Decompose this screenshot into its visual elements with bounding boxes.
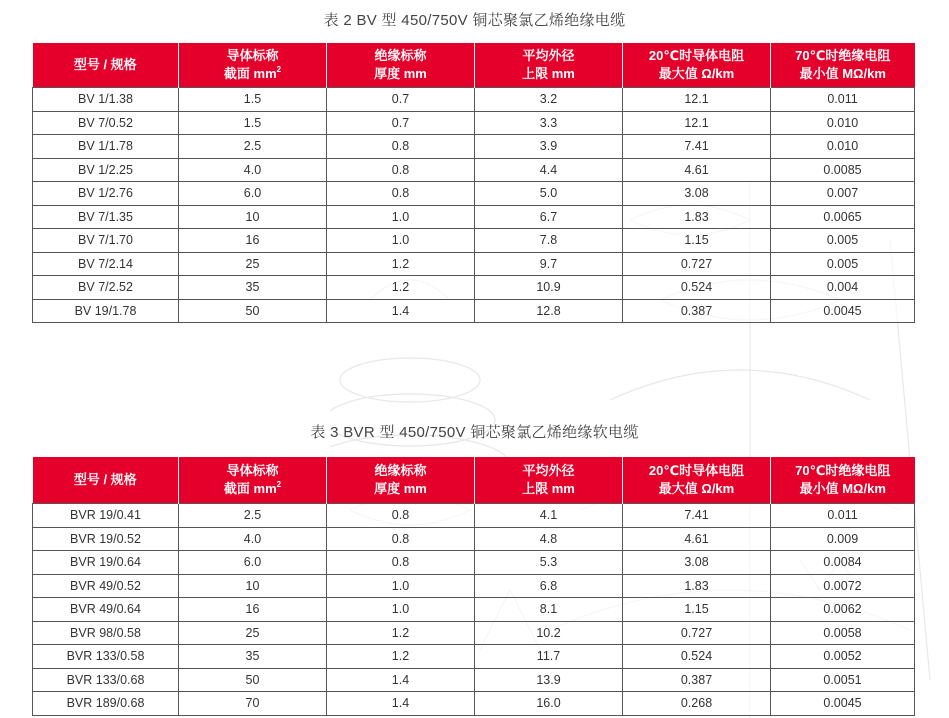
table-cell: 0.0045: [771, 299, 915, 323]
table-cell: 50: [179, 668, 327, 692]
table-row: [33, 621, 915, 645]
table-row: [33, 527, 915, 551]
table-cell: 4.0: [179, 158, 327, 182]
table-cell: BVR 189/0.68: [33, 692, 179, 716]
table2-body: [33, 88, 915, 323]
table-cell: 7.8: [475, 229, 623, 253]
table-cell: 11.7: [475, 645, 623, 669]
table-cell: BV 1/2.25: [33, 158, 179, 182]
table-cell: 0.524: [623, 645, 771, 669]
table2-column-header: [771, 43, 915, 88]
table-cell: BV 7/0.52: [33, 111, 179, 135]
table-cell: 1.0: [327, 574, 475, 598]
table2-column-header: [327, 43, 475, 88]
table-cell: 0.010: [771, 111, 915, 135]
table-cell: 25: [179, 621, 327, 645]
table-row: [33, 229, 915, 253]
table3-column-header: [623, 457, 771, 504]
table3-column-header: [475, 457, 623, 504]
header-line-2: 上限 mm: [522, 66, 575, 81]
table-cell: 7.41: [623, 504, 771, 528]
header-line-2: 最小值 MΩ/km: [799, 481, 886, 496]
table-cell: 2.5: [179, 504, 327, 528]
table-cell: 0.268: [623, 692, 771, 716]
table-cell: 16: [179, 598, 327, 622]
table-cell: 0.0084: [771, 551, 915, 575]
table-cell: 0.727: [623, 621, 771, 645]
table-cell: BVR 98/0.58: [33, 621, 179, 645]
table-cell: 4.1: [475, 504, 623, 528]
table3-body: [33, 504, 915, 716]
table-cell: 1.4: [327, 692, 475, 716]
table-cell: 12.8: [475, 299, 623, 323]
table-cell: 0.0058: [771, 621, 915, 645]
table-cell: BV 1/2.76: [33, 182, 179, 206]
table-cell: 0.7: [327, 111, 475, 135]
header-line-1: 20℃时导体电阻: [648, 48, 745, 63]
table-row: [33, 135, 915, 159]
table-cell: 0.004: [771, 276, 915, 300]
table-cell: BVR 49/0.64: [33, 598, 179, 622]
table-cell: 4.8: [475, 527, 623, 551]
table2-column-header: [179, 43, 327, 88]
table-row: [33, 88, 915, 112]
table-cell: 0.0085: [771, 158, 915, 182]
table-cell: 0.8: [327, 504, 475, 528]
table-cell: 12.1: [623, 88, 771, 112]
table-cell: 5.0: [475, 182, 623, 206]
table-cell: 10: [179, 574, 327, 598]
table-cell: 8.1: [475, 598, 623, 622]
table-cell: BV 7/2.14: [33, 252, 179, 276]
table-cell: 1.5: [179, 88, 327, 112]
table-row: [33, 111, 915, 135]
table-cell: 0.005: [771, 229, 915, 253]
table-cell: 1.2: [327, 252, 475, 276]
table-cell: 3.08: [623, 182, 771, 206]
table-cell: 0.8: [327, 135, 475, 159]
table-row: [33, 182, 915, 206]
table-cell: 0.0072: [771, 574, 915, 598]
table-cell: BV 7/1.70: [33, 229, 179, 253]
header-line-1: 绝缘标称: [374, 463, 427, 478]
table-cell: 13.9: [475, 668, 623, 692]
table-cell: 3.2: [475, 88, 623, 112]
table-row: [33, 276, 915, 300]
header-line-1: 型号 / 规格: [73, 472, 137, 487]
table-cell: 0.005: [771, 252, 915, 276]
table-cell: 4.61: [623, 158, 771, 182]
table-cell: 0.010: [771, 135, 915, 159]
header-line-1: 70℃时绝缘电阻: [795, 463, 891, 478]
table-cell: 1.2: [327, 621, 475, 645]
table-cell: 4.0: [179, 527, 327, 551]
table-cell: 1.2: [327, 645, 475, 669]
table-row: [33, 205, 915, 229]
table-row: [33, 158, 915, 182]
table-cell: 1.0: [327, 205, 475, 229]
header-line-1: 20℃时导体电阻: [648, 463, 745, 478]
table2-header-row: [33, 43, 915, 88]
table2-column-header: [475, 43, 623, 88]
header-line-2: 最小值 MΩ/km: [799, 66, 886, 81]
table3-header-row: [33, 457, 915, 504]
table-cell: 0.8: [327, 551, 475, 575]
table-cell: 7.41: [623, 135, 771, 159]
header-line-1: 平均外径: [522, 463, 575, 478]
table-cell: 3.08: [623, 551, 771, 575]
table3: [32, 457, 915, 716]
table-cell: 1.15: [623, 229, 771, 253]
table-row: [33, 668, 915, 692]
table-row: [33, 645, 915, 669]
table-cell: 16: [179, 229, 327, 253]
table3-column-header: [179, 457, 327, 504]
table-cell: 35: [179, 645, 327, 669]
table-cell: 12.1: [623, 111, 771, 135]
table-row: [33, 551, 915, 575]
table-row: [33, 252, 915, 276]
table-cell: 0.011: [771, 504, 915, 528]
table-cell: BV 19/1.78: [33, 299, 179, 323]
header-line-2: 最大值 Ω/km: [658, 481, 735, 496]
table-cell: 5.3: [475, 551, 623, 575]
table-cell: 1.2: [327, 276, 475, 300]
header-line-2: 上限 mm: [522, 481, 575, 496]
table-row: [33, 598, 915, 622]
table2-column-header: [623, 43, 771, 88]
table-cell: 0.8: [327, 182, 475, 206]
table-cell: 1.83: [623, 205, 771, 229]
table-cell: 35: [179, 276, 327, 300]
header-line-1: 导体标称: [226, 48, 279, 63]
table-cell: BVR 19/0.64: [33, 551, 179, 575]
header-superscript: 2: [276, 65, 282, 74]
table-row: [33, 504, 915, 528]
header-line-2: 截面 mm: [223, 481, 277, 496]
table-cell: 1.0: [327, 229, 475, 253]
table-cell: 0.0065: [771, 205, 915, 229]
table-cell: 0.387: [623, 668, 771, 692]
table-cell: 3.3: [475, 111, 623, 135]
table-row: [33, 299, 915, 323]
table-cell: 6.8: [475, 574, 623, 598]
table-cell: 0.0051: [771, 668, 915, 692]
table-cell: 0.009: [771, 527, 915, 551]
table-cell: 50: [179, 299, 327, 323]
table-cell: 9.7: [475, 252, 623, 276]
table-cell: 0.8: [327, 527, 475, 551]
header-line-2: 截面 mm: [223, 66, 277, 81]
table-cell: 0.8: [327, 158, 475, 182]
table-cell: BVR 19/0.52: [33, 527, 179, 551]
table-cell: 16.0: [475, 692, 623, 716]
table-cell: 0.0052: [771, 645, 915, 669]
table2: [32, 43, 915, 323]
table3-caption: 表 3 BVR 型 450/750V 铜芯聚氯乙烯绝缘软电缆: [310, 424, 639, 441]
table-cell: 1.4: [327, 299, 475, 323]
table-cell: BV 7/2.52: [33, 276, 179, 300]
table-cell: 10: [179, 205, 327, 229]
table-cell: 0.011: [771, 88, 915, 112]
table-cell: 0.0045: [771, 692, 915, 716]
header-superscript: 2: [276, 480, 282, 489]
table-cell: 10.2: [475, 621, 623, 645]
table-cell: 0.0062: [771, 598, 915, 622]
table-cell: 0.387: [623, 299, 771, 323]
table-cell: 1.15: [623, 598, 771, 622]
table-cell: BVR 19/0.41: [33, 504, 179, 528]
table2-caption: 表 2 BV 型 450/750V 铜芯聚氯乙烯绝缘电缆: [323, 12, 626, 29]
table-cell: BV 1/1.78: [33, 135, 179, 159]
table-cell: 6.0: [179, 182, 327, 206]
table-cell: 1.0: [327, 598, 475, 622]
table-cell: 3.9: [475, 135, 623, 159]
table3-column-header: [33, 457, 179, 504]
header-line-1: 型号 / 规格: [73, 57, 137, 72]
table-cell: 25: [179, 252, 327, 276]
table-cell: BVR 133/0.58: [33, 645, 179, 669]
header-line-1: 平均外径: [522, 48, 575, 63]
header-line-2: 厚度 mm: [374, 481, 427, 496]
table-cell: 4.4: [475, 158, 623, 182]
table3-column-header: [327, 457, 475, 504]
table-row: [33, 692, 915, 716]
table2-column-header: [33, 43, 179, 88]
table-cell: 0.727: [623, 252, 771, 276]
table-cell: 0.524: [623, 276, 771, 300]
header-line-1: 绝缘标称: [374, 48, 427, 63]
header-line-2: 最大值 Ω/km: [658, 66, 735, 81]
table-cell: 1.4: [327, 668, 475, 692]
table-cell: 1.83: [623, 574, 771, 598]
table-cell: BV 7/1.35: [33, 205, 179, 229]
table-cell: 6.7: [475, 205, 623, 229]
header-line-2: 厚度 mm: [374, 66, 427, 81]
table3-column-header: [771, 457, 915, 504]
table-cell: 6.0: [179, 551, 327, 575]
header-line-1: 导体标称: [226, 463, 279, 478]
table-cell: 70: [179, 692, 327, 716]
table-cell: BVR 133/0.68: [33, 668, 179, 692]
table-cell: 0.7: [327, 88, 475, 112]
table-cell: 2.5: [179, 135, 327, 159]
table-cell: 10.9: [475, 276, 623, 300]
table-cell: 0.007: [771, 182, 915, 206]
table-cell: BV 1/1.38: [33, 88, 179, 112]
table-row: [33, 574, 915, 598]
table-cell: BVR 49/0.52: [33, 574, 179, 598]
header-line-1: 70℃时绝缘电阻: [795, 48, 891, 63]
table-cell: 4.61: [623, 527, 771, 551]
table-cell: 1.5: [179, 111, 327, 135]
